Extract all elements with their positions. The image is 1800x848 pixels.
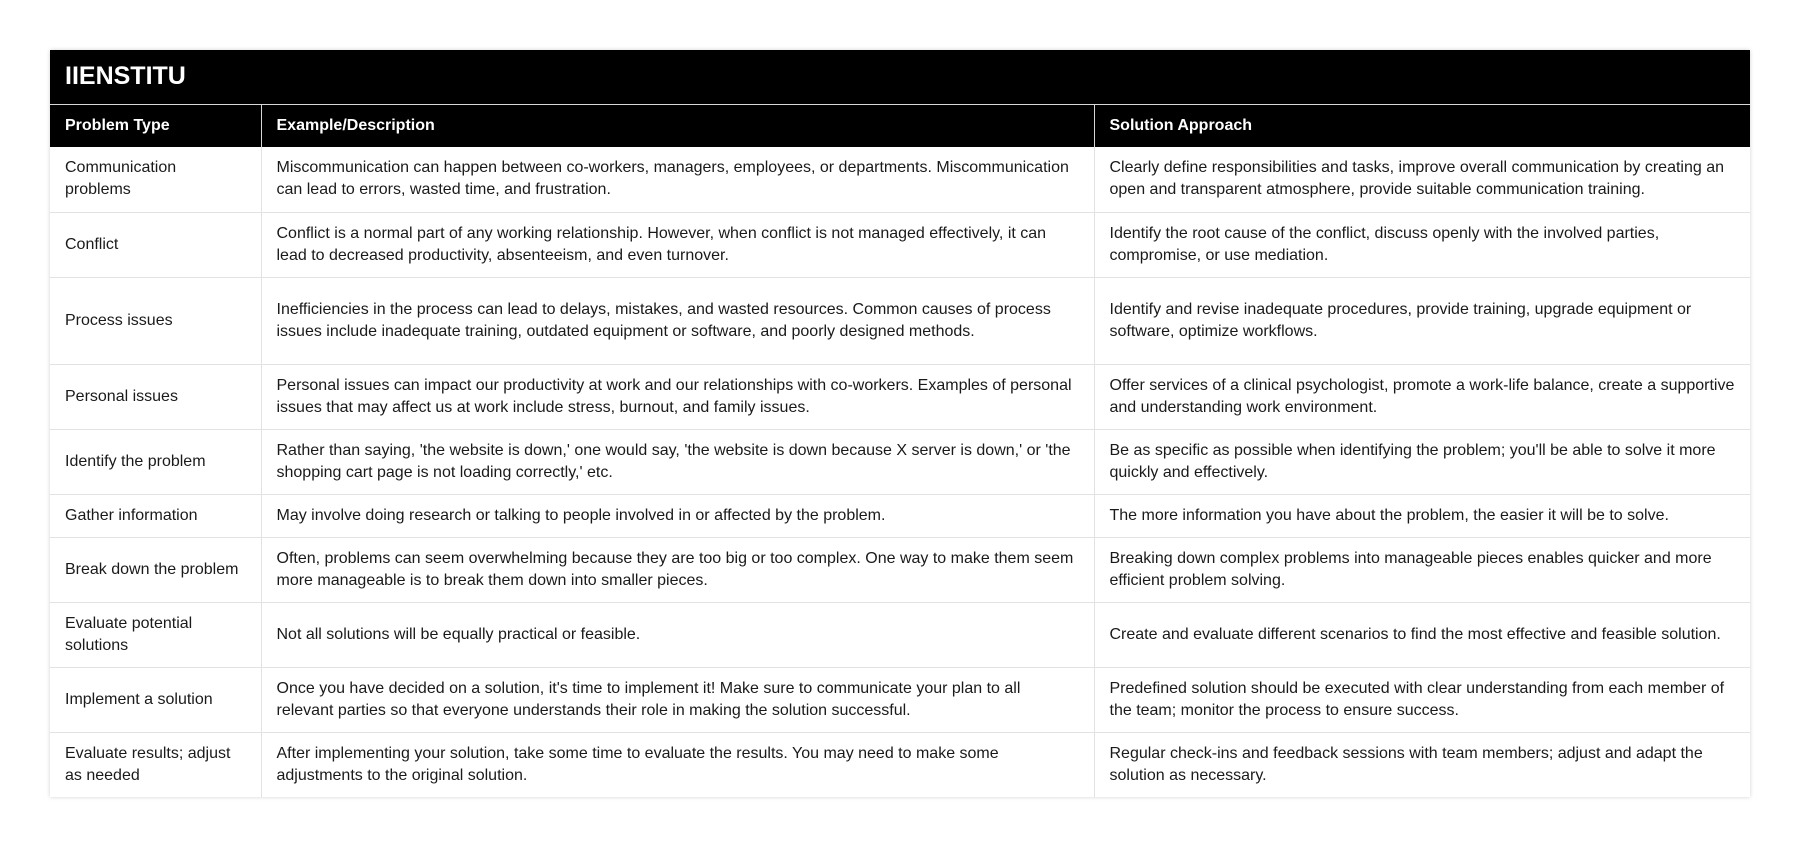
table-row xyxy=(50,667,1750,732)
cell-solution: Offer services of a clinical psychologist, promote a work-life balance, create a supportive and understanding work environment. xyxy=(1094,364,1750,429)
table-row xyxy=(50,364,1750,429)
table-header-row xyxy=(50,104,1750,147)
problem-solution-table-container xyxy=(50,50,1750,797)
table-row xyxy=(50,429,1750,494)
cell-description: Rather than saying, 'the website is down,' one would say, 'the website is down because X server is down,' or 'the shopping cart page is not loading correctly,' etc. xyxy=(261,429,1094,494)
cell-problem-type: Gather information xyxy=(50,494,261,537)
cell-solution: Identify and revise inadequate procedures, provide training, upgrade equipment or software, optimize workflows. xyxy=(1094,277,1750,364)
cell-description: Personal issues can impact our productivity at work and our relationships with co-workers. Examples of personal issues that may affect us at work include stress, burnout, and family issues. xyxy=(261,364,1094,429)
cell-problem-type: Break down the problem xyxy=(50,537,261,602)
cell-description: May involve doing research or talking to people involved in or affected by the problem. xyxy=(261,494,1094,537)
table-row xyxy=(50,212,1750,277)
cell-solution: Breaking down complex problems into manageable pieces enables quicker and more efficient problem solving. xyxy=(1094,537,1750,602)
cell-solution: Regular check-ins and feedback sessions with team members; adjust and adapt the solution as necessary. xyxy=(1094,732,1750,797)
cell-solution: Clearly define responsibilities and tasks, improve overall communication by creating an open and transparent atmosphere, provide suitable communication training. xyxy=(1094,147,1750,212)
table-title: IIENSTITU xyxy=(50,50,1750,104)
table-row xyxy=(50,602,1750,667)
cell-solution: The more information you have about the problem, the easier it will be to solve. xyxy=(1094,494,1750,537)
cell-solution: Identify the root cause of the conflict, discuss openly with the involved parties, compromise, or use mediation. xyxy=(1094,212,1750,277)
table-title-row xyxy=(50,50,1750,104)
cell-problem-type: Implement a solution xyxy=(50,667,261,732)
problem-solution-table xyxy=(50,50,1750,797)
cell-problem-type: Evaluate results; adjust as needed xyxy=(65,744,231,784)
table-row xyxy=(50,147,1750,212)
header-problem-type: Problem Type xyxy=(50,104,261,147)
cell-description: Miscommunication can happen between co-workers, managers, employees, or departments. Miscommunication can lead to errors, wasted time, and frustration. xyxy=(261,147,1094,212)
header-example-description: Example/Description xyxy=(261,104,1094,147)
cell-problem-type: Process issues xyxy=(50,277,261,364)
cell-solution: Create and evaluate different scenarios to find the most effective and feasible solution. xyxy=(1094,602,1750,667)
cell-problem-type: Identify the problem xyxy=(50,429,261,494)
cell-description: Once you have decided on a solution, it's time to implement it! Make sure to communicate your plan to all relevant parties so that everyone understands their role in making the solution successful. xyxy=(261,667,1094,732)
table-row xyxy=(50,732,1750,797)
cell-problem-type: Personal issues xyxy=(50,364,261,429)
cell-solution: Be as specific as possible when identifying the problem; you'll be able to solve it more quickly and effectively. xyxy=(1094,429,1750,494)
cell-description: Conflict is a normal part of any working relationship. However, when conflict is not managed effectively, it can lead to decreased productivity, absenteeism, and even turnover. xyxy=(261,212,1094,277)
cell-solution: Predefined solution should be executed with clear understanding from each member of the team; monitor the process to ensure success. xyxy=(1094,667,1750,732)
table-row xyxy=(50,494,1750,537)
cell-description: Not all solutions will be equally practical or feasible. xyxy=(261,602,1094,667)
cell-description: Inefficiencies in the process can lead to delays, mistakes, and wasted resources. Common causes of process issues include inadequate training, outdated equipment or software, and poorly designed methods. xyxy=(261,277,1094,364)
table-row xyxy=(50,277,1750,364)
cell-problem-type: Conflict xyxy=(50,212,261,277)
cell-description: Often, problems can seem overwhelming because they are too big or too complex. One way to make them seem more manageable is to break them down into smaller pieces. xyxy=(261,537,1094,602)
cell-problem-type: Evaluate potential solutions xyxy=(50,602,261,667)
cell-description: After implementing your solution, take some time to evaluate the results. You may need to make some adjustments to the original solution. xyxy=(261,732,1094,797)
cell-problem-type: Communication problems xyxy=(50,147,261,212)
header-solution-approach: Solution Approach xyxy=(1094,104,1750,147)
table-row xyxy=(50,537,1750,602)
